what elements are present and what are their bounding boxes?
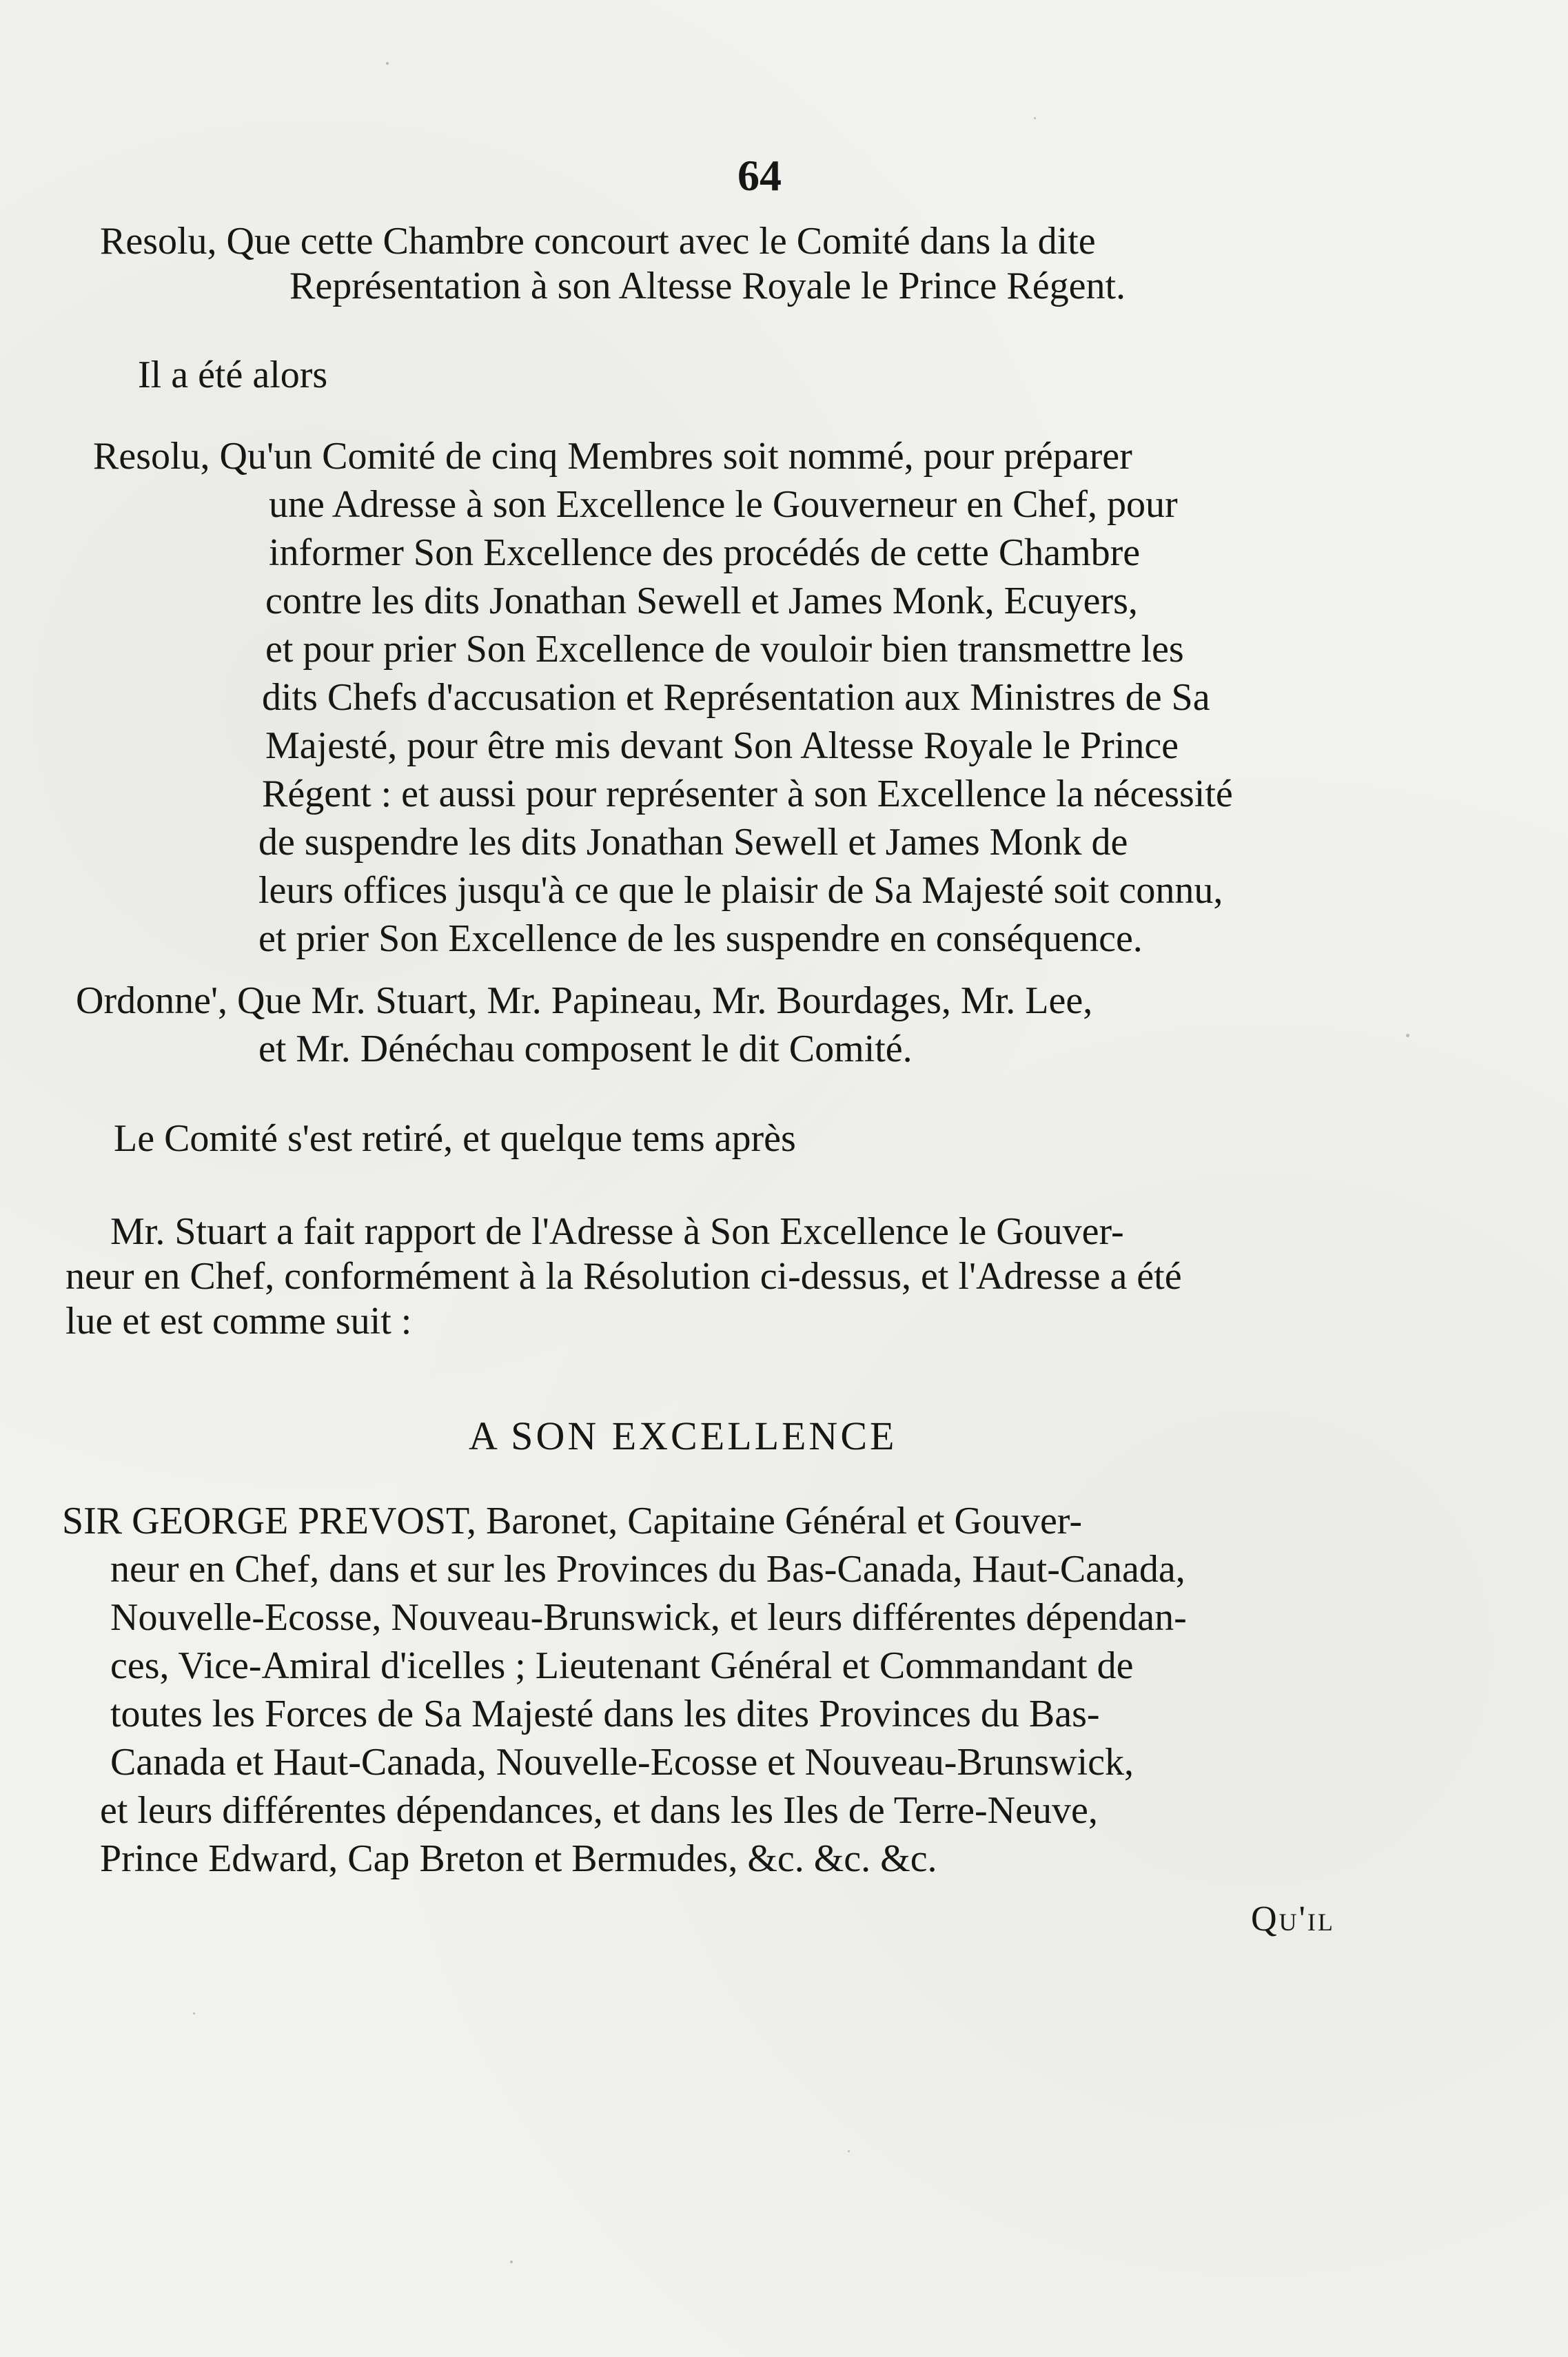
address-line: et leurs différentes dépendances, et dans les Iles de Terre-Neuve, [100, 1789, 1098, 1832]
paper-speck [1406, 1034, 1409, 1037]
catchword: Qu'il [1251, 1899, 1335, 1939]
resolution-line: leurs offices jusqu'à ce que le plaisir de Sa Majesté soit connu, [258, 869, 1223, 912]
address-line: toutes les Forces de Sa Majesté dans les dites Provinces du Bas- [110, 1693, 1100, 1735]
order-line: Ordonne', Que Mr. Stuart, Mr. Papineau, Mr. Bourdages, Mr. Lee, [76, 979, 1093, 1022]
resolution-line: Régent : et aussi pour représenter à son Excellence la nécessité [262, 773, 1233, 815]
report-line: neur en Chef, conformément à la Résolution ci-dessus, et l'Adresse a été [65, 1255, 1182, 1298]
resolution-line: informer Son Excellence des procédés de cette Chambre [269, 531, 1141, 574]
paper-speck [848, 2150, 850, 2152]
address-line: Prince Edward, Cap Breton et Bermudes, &c. &c. &c. [100, 1837, 937, 1880]
page-number: 64 [737, 151, 782, 200]
resolution-line: et prier Son Excellence de les suspendre en conséquence. [258, 917, 1143, 960]
paper-speck [1034, 117, 1036, 119]
resolution-line: contre les dits Jonathan Sewell et James Monk, Ecuyers, [265, 580, 1138, 622]
resolution-line: Majesté, pour être mis devant Son Altesse Royale le Prince [265, 724, 1179, 767]
address-heading: A SON EXCELLENCE [469, 1414, 897, 1458]
paper-speck [386, 62, 389, 65]
address-line: neur en Chef, dans et sur les Provinces du Bas-Canada, Haut-Canada, [110, 1548, 1185, 1591]
resolution-line: et pour prier Son Excellence de vouloir bien transmettre les [265, 628, 1184, 671]
report-line: lue et est comme suit : [65, 1300, 412, 1343]
resolution-line: de suspendre les dits Jonathan Sewell et James Monk de [258, 821, 1128, 864]
address-line: Canada et Haut-Canada, Nouvelle-Ecosse et Nouveau-Brunswick, [110, 1741, 1134, 1784]
resolution-line: une Adresse à son Excellence le Gouverneur en Chef, pour [269, 483, 1178, 526]
resolution-line: Resolu, Que cette Chambre concourt avec le Comité dans la dite [100, 220, 1096, 263]
address-line: ces, Vice-Amiral d'icelles ; Lieutenant Général et Commandant de [110, 1644, 1134, 1687]
report-line: Mr. Stuart a fait rapport de l'Adresse à Son Excellence le Gouver- [110, 1210, 1124, 1253]
text-line: Le Comité s'est retiré, et quelque tems après [114, 1117, 796, 1160]
resolution-line: Représentation à son Altesse Royale le Prince Régent. [289, 265, 1126, 307]
resolution-line: dits Chefs d'accusation et Représentation aux Ministres de Sa [262, 676, 1210, 719]
order-line: et Mr. Dénéchau composent le dit Comité. [258, 1028, 913, 1070]
address-line: SIR GEORGE PREVOST, Baronet, Capitaine Général et Gouver- [62, 1500, 1082, 1542]
text-line: Il a été alors [138, 354, 328, 396]
paper-speck [510, 2261, 513, 2263]
address-line: Nouvelle-Ecosse, Nouveau-Brunswick, et leurs différentes dépendan- [110, 1596, 1187, 1639]
resolution-line: Resolu, Qu'un Comité de cinq Membres soit nommé, pour préparer [93, 435, 1132, 478]
paper-speck [193, 2012, 195, 2014]
